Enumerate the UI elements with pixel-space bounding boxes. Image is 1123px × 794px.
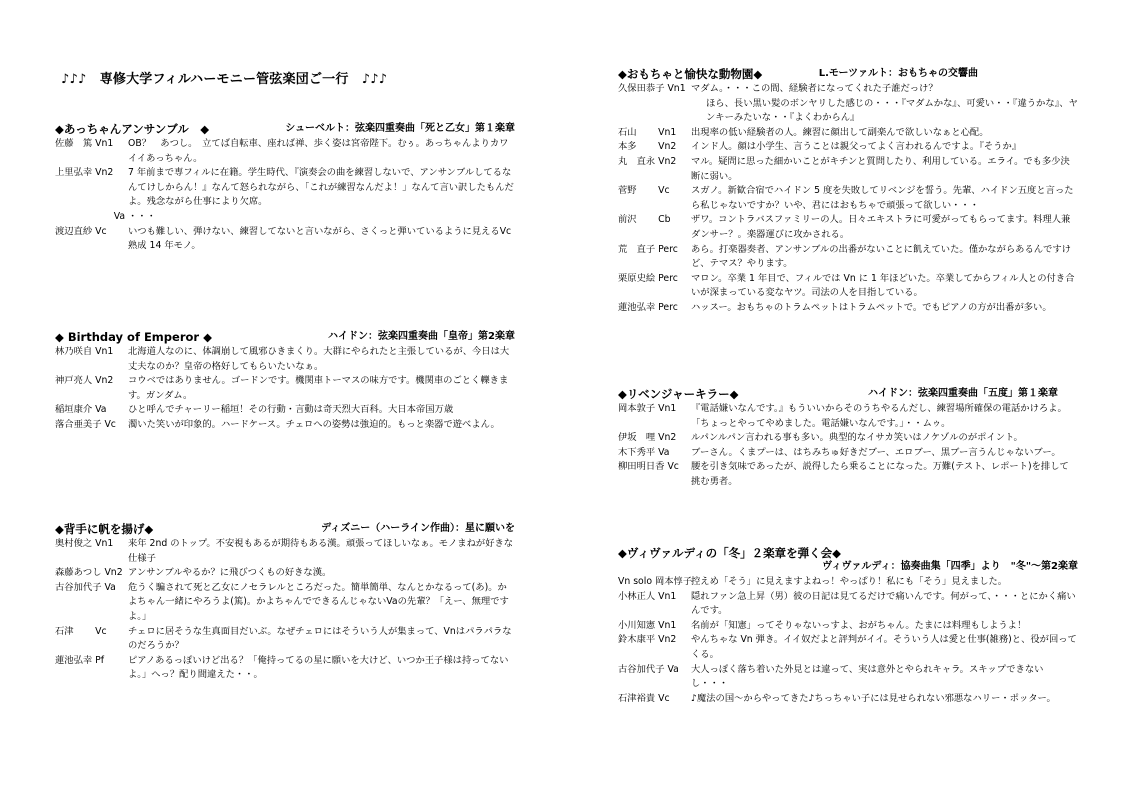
member-name: 本多 Vn2: [618, 141, 677, 153]
section-piece: シューベルト：弦楽四重奏曲「死と乙女」第１楽章: [285, 123, 515, 134]
member-name: 古谷加代子 Va: [55, 581, 116, 593]
member-description: やんちゃな Vn 弾き。イイ奴だよと評判がイイ。そういう人は愛と仕事(雑務)と、役が回ってくる。: [691, 634, 1077, 660]
section-revenger-killer: [618, 386, 1078, 490]
section-heading: [618, 386, 1078, 402]
member-description: ザワ。コントラバスファミリーの人。日々エキストラに可愛がってもらってます。料理人兼ダンサー？。楽器運びに攻かされる。: [691, 214, 1071, 240]
member-description: ハッスー。おもちゃのトラムペットはトラムペットで。でもピアノの方が出番が多い。: [691, 301, 1052, 313]
section-title: ◆おもちゃと愉快な動物園◆: [618, 67, 763, 81]
member-name: 石山 Vn1: [618, 126, 677, 138]
member-row: [618, 619, 1078, 634]
member-name: 上里弘幸 Vn2: [55, 167, 114, 179]
member-name: 栗原史絵 Perc: [618, 272, 678, 284]
member-name: 小林正人 Vn1: [618, 590, 677, 602]
member-description: コウベではありません。ゴードンです。機関車トーマスの味方です。機関車のごとく轢きます。ガンダム。: [128, 375, 509, 401]
member-description: インド人。顔は小学生、言うことは親父ってよく言われるんですよ。『そうか』: [691, 141, 1022, 153]
member-row: [618, 184, 1078, 213]
member-description: 出現率の低い経験者の人。練習に顔出して副楽んで欲しいなぁと心配。: [691, 126, 989, 138]
member-description: マロン。卒業 1 年目で、フィルでは Vn に 1 年ほどいた。卒業してからフィル人との付き合いが深まっている変なヤツ。司法の人を目指している。: [691, 272, 1075, 299]
member-description: ほら、長い黒い髪のボンヤリした感じの・・・『マダムかな』、可愛い・・『違うかな』、ヤンキーみたいな・・『よくわからん』: [706, 97, 1078, 124]
member-name: 奥村俊之 Vn1: [55, 538, 114, 549]
member-name: 前沢 Cb: [618, 214, 671, 226]
member-description: 腰を引き気味であったが、説得したら乗ることになった。万難(テスト、レポート)を排して挑む勇者。: [691, 461, 1069, 487]
member-name: 小川知憲 Vn1: [618, 619, 677, 631]
member-name: 渡辺直紗 Vc: [55, 225, 107, 237]
section-piece: ヴィヴァルディ：協奏曲集「四季」より "冬"～第2楽章: [822, 561, 1078, 572]
member-description: ♪魔法の国～からやってきた♪ちっちゃい子には見せられない邪悪なハリー・ポッター。: [691, 692, 1056, 704]
member-row: [55, 537, 515, 566]
member-row: [55, 345, 515, 374]
member-description: 名前が「知憲」ってそりゃないっすよ、おがちゃん。たまには料理もしようよ！: [691, 619, 1027, 631]
member-description: ピアノあるっぽいけど出る？「俺持ってるの星に願いを大けど、いつか王子様は持ってないよ。」へっ？配り間違えた・・。: [128, 654, 509, 681]
member-name: Vn solo 岡本惇子: [618, 576, 693, 587]
member-name: 岡本敦子 Vn1: [618, 403, 677, 414]
member-row: [618, 243, 1078, 272]
section-title: ◆あっちゃんアンサンブル ◆: [55, 122, 210, 136]
member-row: [55, 625, 515, 654]
section-wish-upon-a-star: [55, 521, 515, 683]
section-title: ◆ Birthday of Emperor ◆: [55, 330, 212, 344]
member-description: ・・・: [128, 210, 156, 222]
section-heading: [55, 329, 515, 345]
member-row: [618, 633, 1078, 662]
member-name: 森藤あつし Vn2: [55, 567, 123, 579]
member-description: ブーさん。くまプーは、はちみちゅ好きだブー、エロブー、黒ブー言うんじゃないブー。: [691, 446, 1061, 458]
member-row: [55, 166, 515, 210]
member-row: [55, 137, 515, 166]
section-title: ◆背手に帆を揚げ◆: [55, 522, 154, 536]
member-name: 柳田明日香 Vc: [618, 461, 679, 473]
member-name: 蓮池弘幸 Perc: [618, 301, 678, 313]
member-row: [618, 82, 1078, 97]
section-toy-symphony: [618, 66, 1078, 316]
member-name: 木下秀平 Va: [618, 446, 670, 458]
section-piece: L.モーツァルト：おもちゃの交響曲: [818, 68, 978, 79]
member-row: [618, 126, 1078, 141]
member-name: Va: [55, 210, 126, 222]
member-name: 石津 Vc: [55, 625, 107, 637]
section-heading: [618, 545, 1078, 575]
member-description: 7 年前まで専フィルに在籍。学生時代、『演奏会の曲を練習しないで、アンサンブルしてるなんてけしからん！』なんて怒られながら、「これが練習なんだよ！」なんて言い訳したもんだよ。残念ながら仕事により欠席。: [128, 167, 514, 208]
section-piece: ハイドン：弦楽四重奏曲「五度」第１楽章: [868, 388, 1058, 399]
member-row: [618, 140, 1078, 155]
member-row: [55, 210, 515, 225]
member-description: あら。打楽器奏者、アンサンブルの出番がないことに飢えていた。僅かながらあるんですけど、テマス？やります。: [691, 243, 1071, 270]
member-name: 久保田恭子 Vn1: [618, 83, 686, 94]
member-name: 古谷加代子 Va: [618, 663, 679, 675]
member-row: [618, 575, 1078, 590]
member-row: [618, 431, 1078, 446]
member-description: 危うく騙されて死と乙女にノセラレルところだった。簡単簡単、なんとかなるって(あ)。かよちゃん一緒にやろうよ(篤)。かよちゃんでできるんじゃないVaの先輩？「えー、無理ですよ。」: [128, 581, 509, 622]
member-name: 鈴木康平 Vn2: [618, 634, 677, 646]
section-vivaldi-winter: [618, 545, 1078, 706]
member-description: アンサンブルやるか？に飛びつくもの好きな漢。: [128, 567, 332, 579]
member-row: [55, 374, 515, 403]
member-description: 控えめ「そう」に見えますよねっ！やっぱり！私にも「そう」見えました。: [691, 576, 1008, 587]
member-description: スガノ。新歓合宿でハイドン 5 度を失敗してリベンジを誓う。先輩、ハイドン五度と言ったら私じゃないですか？いや、君にはおもちゃで頑張って欲しい・・・: [691, 185, 1074, 211]
section-piece: ハイドン：弦楽四重奏曲「皇帝」第2楽章: [328, 331, 515, 342]
member-description: OB？ あつし。 立てば自転車、座れば禅、歩く姿は宮帝陛下。むぅ。あっちゃんよりカワイイあっちゃん。: [128, 138, 509, 164]
member-name: 丸 直永 Vn2: [618, 155, 677, 167]
section-piece: ディズニー（ハーライン作曲）：星に願いを: [321, 523, 515, 534]
section-atchan-ensemble: [55, 121, 515, 254]
member-row: [55, 654, 515, 683]
member-row: [618, 460, 1078, 489]
member-description: 濁いた笑いが印象的。ハードケース。チェロへの姿勢は強迫的。もっと楽器で遊べよん。: [128, 418, 500, 430]
member-row: [618, 692, 1078, 707]
section-heading: [55, 521, 515, 537]
member-description: 来年 2nd のトップ。不安視もあるが期待もある漢。頑張ってほしいなぁ。モノまねが好きな仕様子: [128, 538, 514, 564]
member-description: マダム。・・・この間、経験者になってくれた子誰だっけ？: [691, 83, 938, 94]
member-name: 石津裕貴 Vc: [618, 692, 670, 704]
member-row: [618, 213, 1078, 242]
member-description: いつも難しい、弾けない、練習してないと言いながら、さくっと弾いているように見えるVc 熟成 14 年モノ。: [128, 225, 512, 252]
member-row: [618, 590, 1078, 619]
member-row: [55, 581, 515, 625]
member-row: [55, 403, 515, 418]
member-description: マル。疑問に思った細かいことがキチンと質問したり、利用している。エライ。でも多少決断に弱い。: [691, 155, 1070, 182]
member-description: 隠れファン急上昇（男）彼の日記は見てるだけで痛いんです。何がって、・・・とにかく痛いんです。: [691, 590, 1076, 617]
page-title: ♪♪♪ 専修大学フィルハーモニー管弦楽団ご一行 ♪♪♪: [61, 72, 388, 87]
section-title: ◆リベンジャーキラー◆: [618, 387, 739, 401]
member-row: [618, 446, 1078, 461]
member-row: [618, 402, 1078, 431]
member-name: 林乃咲自 Vn1: [55, 346, 114, 357]
section-birthday-of-emperor: [55, 329, 515, 433]
member-name: 落合亜美子 Vc: [55, 418, 116, 430]
member-row: [618, 272, 1078, 301]
member-row: [618, 155, 1078, 184]
member-description: ルパンルパン言われる事も多い。典型的なイサカ笑いはノケゾルのがポイント。: [691, 432, 1023, 444]
member-name: 神戸亮人 Vn2: [55, 375, 114, 387]
member-row: [618, 301, 1078, 316]
member-name: 佐藤 篤 Vn1: [55, 138, 114, 149]
section-title: ◆ヴィヴァルディの「冬」２楽章を弾く会◆: [618, 546, 841, 560]
member-description: 北海道人なのに、体調崩して風邪ひきまくり。大群にやられたと主張しているが、今日は大丈夫なのか？皇帝の格好してもらいたいなぁ。: [128, 346, 510, 372]
member-name: 荒 直子 Perc: [618, 243, 678, 255]
member-name: 菅野 Vc: [618, 185, 670, 197]
member-row: [618, 663, 1078, 692]
member-description: 『電話嫌いなんです。』もういいからそのうちやるんだし、練習場所確保の電話かけろよ。「ちょっとやってやめました。電話嫌いなんです。」・・ムゥ。: [691, 403, 1067, 429]
member-row: [55, 566, 515, 581]
member-row: [55, 225, 515, 254]
member-description: ひと呼んでチャーリー稲垣！その行動・言動は奇天烈大百科。大日本帝国万歳: [128, 404, 454, 416]
member-description: チェロに居そうな生真面目だいぶ。なぜチェロにはそういう人が集まって、Vnはパラパラなのだろうか？: [128, 625, 512, 652]
section-heading: [618, 66, 1078, 82]
member-row: [55, 418, 515, 433]
member-description: 大人っぽく落ち着いた外見とは違って、実は意外とやられキャラ。スキップできないし・・・: [691, 663, 1044, 690]
member-row: [618, 97, 1078, 126]
member-name: 蓮池弘幸 Pf: [55, 654, 105, 666]
section-heading: [55, 121, 515, 137]
member-name: 稲垣康介 Va: [55, 404, 107, 416]
member-name: 伊坂 哩 Vn2: [618, 432, 677, 444]
